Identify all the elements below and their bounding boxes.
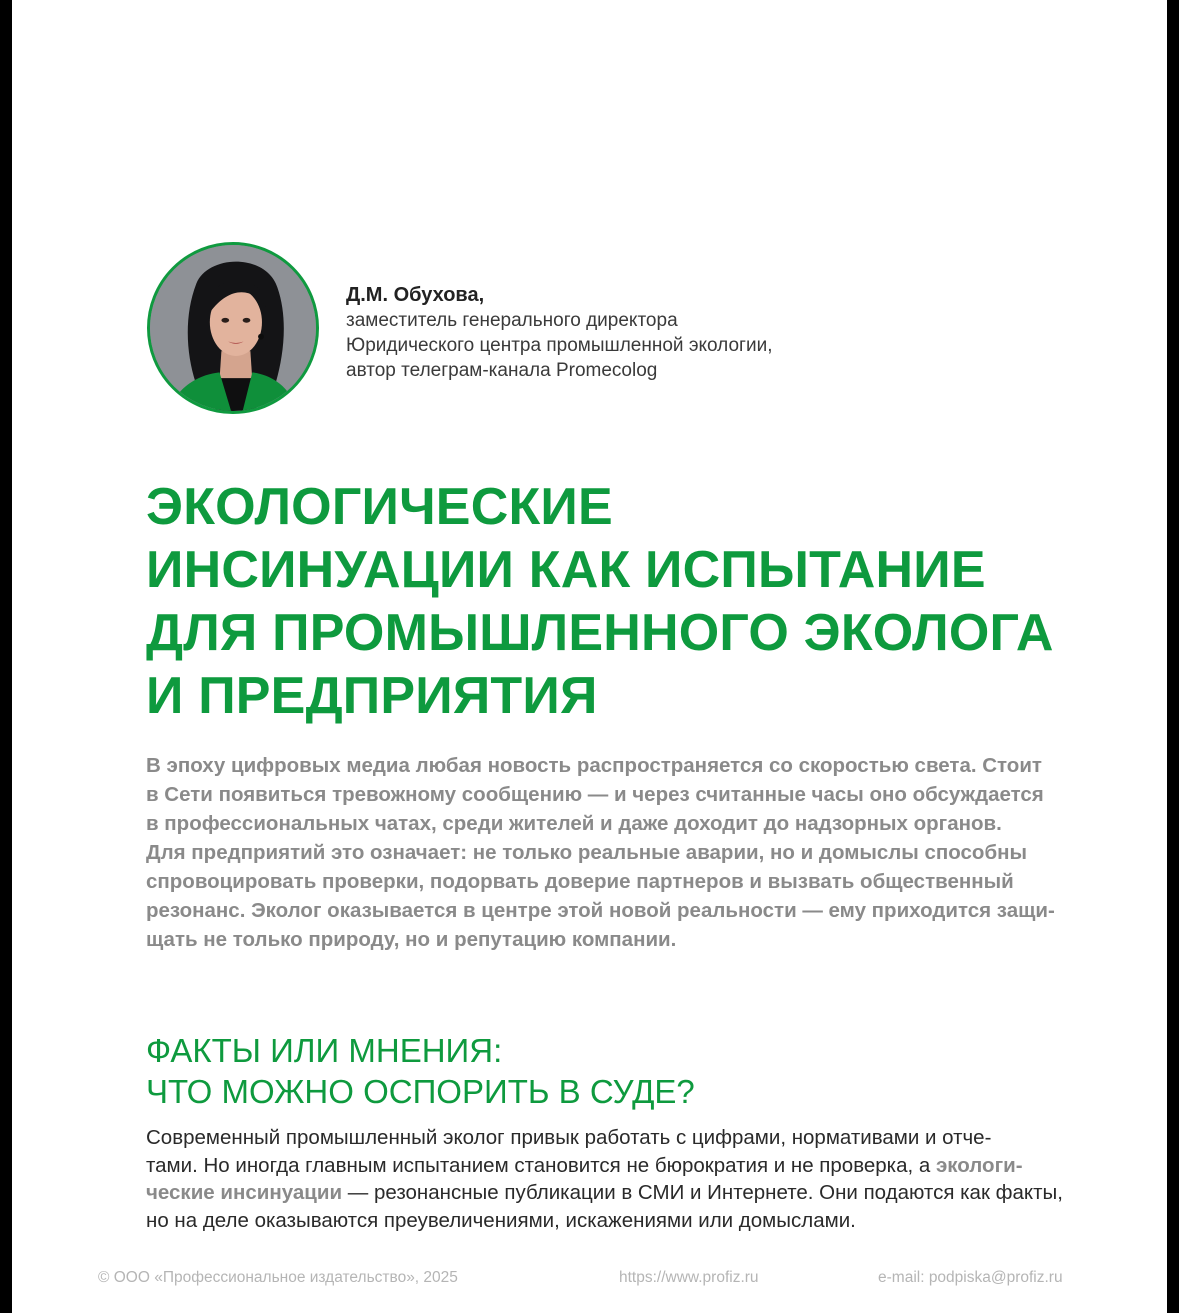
page-footer <box>12 1269 1167 1291</box>
document-page <box>12 0 1167 1313</box>
lead-line: щать не только природу, но и репутацию компании. <box>146 928 677 951</box>
body-line <box>146 1152 1076 1180</box>
author-channel: автор телеграм-канала Promecolog <box>346 360 658 381</box>
body-line: но на деле оказываются преувеличениями, искажениями или домыслами. <box>146 1208 856 1232</box>
article-title <box>146 476 1106 728</box>
body-text-fragment: — резонансные публикации в СМИ и Интернете. Они подаются как факты, <box>342 1181 1063 1204</box>
body-line <box>146 1179 1076 1207</box>
highlight-term: ческие инсинуации <box>146 1181 343 1204</box>
title-line: ИНСИНУАЦИИ КАК ИСПЫТАНИЕ <box>146 541 986 599</box>
title-line: И ПРЕДПРИЯТИЯ <box>146 667 598 725</box>
section-heading-line: ЧТО МОЖНО ОСПОРИТЬ В СУДЕ? <box>146 1073 695 1110</box>
author-name: Д.М. Обухова, <box>346 284 485 306</box>
author-info <box>346 282 773 383</box>
body-line: Современный промышленный эколог привык работать с цифрами, нормативами и отче- <box>146 1126 992 1149</box>
author-position: заместитель генерального директора <box>346 310 678 331</box>
section-body <box>146 1124 1076 1234</box>
lead-line: В эпоху цифровых медиа любая новость распространяется со скоростью света. Стоит <box>146 754 1042 777</box>
author-portrait-image <box>150 245 316 411</box>
lead-line: резонанс. Эколог оказывается в центре этой новой реальности — ему приходится защи- <box>146 899 1055 922</box>
footer-website-link[interactable]: https://www.profiz.ru <box>619 1269 759 1286</box>
title-line: ДЛЯ ПРОМЫШЛЕННОГО ЭКОЛОГА <box>146 604 1054 662</box>
lead-line: в профессиональных чатах, среди жителей и даже доходит до надзорных органов. <box>146 812 1002 835</box>
lead-line: Для предприятий это означает: не только реальные аварии, но и домыслы способны <box>146 841 1028 864</box>
section-heading <box>146 1030 695 1112</box>
footer-email-link[interactable]: e-mail: podpiska@profiz.ru <box>878 1269 1063 1286</box>
body-text-fragment: тами. Но иногда главным испытанием становится не бюрократия и не проверка, а <box>146 1153 936 1177</box>
highlight-term: экологи- <box>935 1153 1023 1177</box>
title-line: ЭКОЛОГИЧЕСКИЕ <box>146 478 613 536</box>
lead-line: в Сети появиться тревожному сообщению — и через считанные часы оно обсуждается <box>146 783 1044 806</box>
lead-line: спровоцировать проверки, подорвать доверие партнеров и вызвать общественный <box>146 870 1014 893</box>
author-organization: Юридического центра промышленной экологии, <box>346 335 773 356</box>
article-lead <box>146 751 1076 954</box>
section-heading-line: ФАКТЫ ИЛИ МНЕНИЯ: <box>146 1032 503 1069</box>
author-avatar <box>147 242 319 414</box>
footer-copyright: © ООО «Профессиональное издательство», 2025 <box>98 1269 458 1286</box>
